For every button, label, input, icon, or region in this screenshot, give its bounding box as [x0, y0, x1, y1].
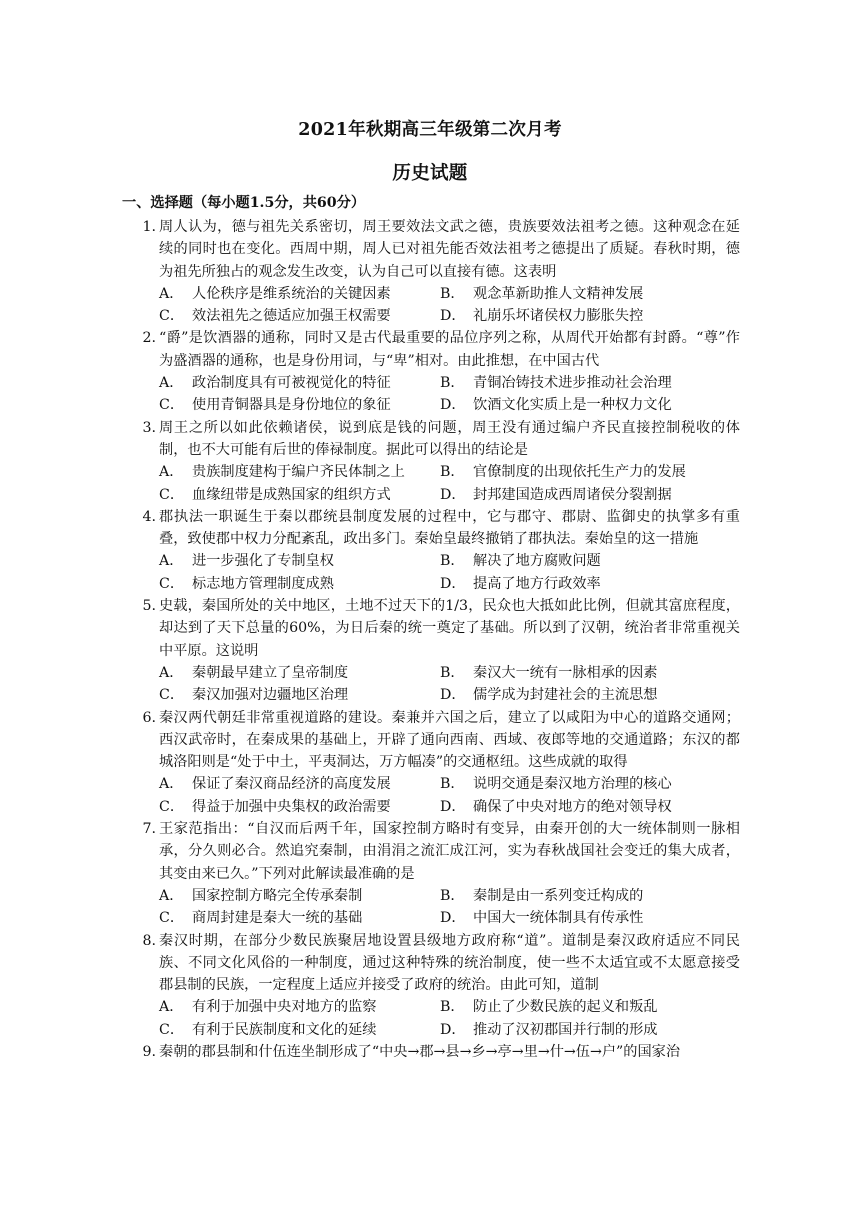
option-row — [120, 394, 740, 416]
question-number: 3. — [142, 419, 156, 436]
answer-option — [159, 684, 440, 706]
option-text: 标志地方管理制度成熟 — [192, 575, 334, 592]
answer-option — [159, 394, 440, 416]
option-text: 解决了地方腐败问题 — [473, 553, 601, 570]
option-text: 人伦秩序是维系统治的关键因素 — [192, 285, 391, 302]
question-item — [120, 506, 740, 595]
question-stem — [120, 930, 740, 997]
answer-option — [440, 372, 721, 394]
option-text: 秦朝最早建立了皇帝制度 — [192, 664, 349, 681]
option-letter: A． — [159, 375, 184, 392]
exam-subject-title: 历史试题 — [392, 163, 468, 184]
option-letter: B． — [440, 285, 465, 302]
answer-option — [159, 550, 440, 572]
question-item — [120, 595, 740, 706]
question-stem — [120, 417, 740, 462]
question-number: 8. — [142, 932, 156, 949]
option-letter: C． — [159, 397, 185, 414]
option-text: 饮酒文化实质上是一种权力文化 — [473, 397, 672, 414]
option-text: 推动了汉初郡国并行制的形成 — [473, 1021, 658, 1038]
option-row — [120, 573, 740, 595]
answer-option — [159, 305, 440, 327]
option-letter: D． — [440, 308, 466, 325]
question-stem — [120, 818, 740, 885]
option-letter: A． — [159, 999, 184, 1016]
option-letter: C． — [159, 1021, 185, 1038]
answer-option — [159, 372, 440, 394]
answer-option — [159, 885, 440, 907]
option-text: 秦汉大一统有一脉相承的因素 — [473, 664, 658, 681]
option-letter: D． — [440, 575, 466, 592]
answer-option — [159, 773, 440, 795]
option-text: 血缘纽带是成熟国家的组织方式 — [192, 486, 391, 503]
option-letter: A． — [159, 776, 184, 793]
question-number: 9. — [142, 1043, 156, 1060]
question-text: 秦朝的郡县制和什伍连坐制形成了“中央→郡→县→乡→亭→里→什→伍→户”的国家治 — [159, 1043, 681, 1060]
answer-option — [440, 394, 721, 416]
option-letter: C． — [159, 308, 185, 325]
option-letter: B． — [440, 776, 465, 793]
answer-option — [440, 796, 721, 818]
option-row — [120, 996, 740, 1018]
option-text: 得益于加强中央集权的政治需要 — [192, 798, 391, 815]
option-letter: A． — [159, 285, 184, 302]
answer-option — [440, 484, 721, 506]
option-letter: B． — [440, 999, 465, 1016]
question-number: 1. — [142, 219, 156, 235]
option-text: 封邦建国造成西周诸侯分裂割据 — [473, 486, 672, 503]
answer-option — [440, 283, 721, 305]
option-letter: D． — [440, 910, 466, 927]
question-item — [120, 417, 740, 506]
answer-option — [159, 796, 440, 818]
option-letter: B． — [440, 664, 465, 681]
question-stem — [120, 707, 740, 774]
option-letter: D． — [440, 798, 466, 815]
option-row — [120, 461, 740, 483]
option-letter: C． — [159, 687, 185, 704]
option-letter: C． — [159, 486, 185, 503]
option-letter: B． — [440, 464, 465, 481]
question-text: 郡执法一职诞生于秦以郡统县制度发展的过程中，它与郡守、郡尉、监御史的执掌多有重叠，致使郡中权力分配紊乱，政出多门。秦始皇最终撤销了郡执法。秦始皇的这一措施 — [159, 508, 740, 548]
option-text: 有利于民族制度和文化的延续 — [192, 1021, 377, 1038]
option-row — [120, 484, 740, 506]
option-letter: C． — [159, 910, 185, 927]
answer-option — [440, 573, 721, 595]
option-text: 观念革新助推人文精神发展 — [473, 285, 644, 302]
question-item — [120, 327, 740, 416]
option-text: 贵族制度建构于编户齐民体制之上 — [192, 464, 405, 481]
option-text: 商周封建是秦大一统的基础 — [192, 910, 363, 927]
option-row — [120, 1019, 740, 1041]
question-number: 2. — [142, 330, 156, 347]
question-stem — [120, 216, 740, 283]
answer-option — [440, 461, 721, 483]
option-text: 儒学成为封建社会的主流思想 — [473, 687, 658, 704]
option-text: 使用青铜器具是身份地位的象征 — [192, 397, 391, 414]
question-stem — [120, 506, 740, 551]
question-text: 秦汉时期，在部分少数民族聚居地设置县级地方政府称“道”。道制是秦汉政府适应不同民族、不同文化风俗的一种制度，通过这种特殊的统治制度，使一些不太适宜或不太愿意接受郡县制的民族，一定程度上适应并接受了政府的统治。由此可知，道制 — [159, 932, 740, 994]
question-number: 5. — [142, 598, 156, 615]
question-item — [120, 930, 740, 1041]
question-stem — [120, 327, 740, 372]
option-row — [120, 550, 740, 572]
question-text: 史载，秦国所处的关中地区，土地不过天下的1/3，民众也大抵如此比例，但就其富庶程度，却达到了天下总量的60%，为日后秦的统一奠定了基础。所以到了汉朝，统治者非常重视关中平原。这说明 — [159, 598, 740, 659]
option-text: 礼崩乐坏诸侯权力膨胀失控 — [473, 308, 644, 325]
question-number: 7. — [142, 821, 156, 838]
option-text: 政治制度具有可被视觉化的特征 — [192, 375, 391, 392]
option-letter: C． — [159, 798, 185, 815]
answer-option — [440, 996, 721, 1018]
answer-option — [159, 907, 440, 929]
option-text: 秦汉加强对边疆地区治理 — [192, 687, 349, 704]
answer-option — [440, 773, 721, 795]
question-item — [120, 818, 740, 929]
question-text: 周人认为，德与祖先关系密切，周王要效法文武之德，贵族要效法祖考之德。这种观念在延续的同时也在变化。西周中期，周人已对祖先能否效法祖考之德提出了质疑。春秋时期，德为祖先所独占的观念发生改变，认为自己可以直接有德。这表明 — [159, 219, 740, 280]
option-row — [120, 283, 740, 305]
question-number: 6. — [142, 709, 156, 726]
option-letter: A． — [159, 553, 184, 570]
option-text: 提高了地方行政效率 — [473, 575, 601, 592]
answer-option — [159, 283, 440, 305]
option-letter: B． — [440, 887, 465, 904]
option-text: 秦制是由一系列变迁构成的 — [473, 887, 644, 904]
option-letter: D． — [440, 687, 466, 704]
option-text: 青铜冶铸技术进步推动社会治理 — [473, 375, 672, 392]
question-stem — [120, 1041, 740, 1063]
option-text: 保证了秦汉商品经济的高度发展 — [192, 776, 391, 793]
answer-option — [159, 484, 440, 506]
answer-option — [440, 684, 721, 706]
answer-option — [159, 662, 440, 684]
question-item — [120, 707, 740, 818]
question-text: 王家范指出：“自汉而后两千年，国家控制方略时有变异，由秦开创的大一统体制则一脉相承，分久则必合。然追究秦制，由涓涓之流汇成江河，实为春秋战国社会变迁的集大成者，其变由来已久。”下列对此解读最准确的是 — [159, 821, 740, 882]
answer-option — [159, 996, 440, 1018]
option-letter: B． — [440, 553, 465, 570]
option-letter: B． — [440, 375, 465, 392]
option-letter: D． — [440, 486, 466, 503]
answer-option — [440, 305, 721, 327]
option-row — [120, 885, 740, 907]
question-list — [120, 216, 740, 1063]
question-text: 周王之所以如此依赖诸侯，说到底是钱的问题，周王没有通过编户齐民直接控制税收的体制，也不大可能有后世的俸禄制度。据此可以得出的结论是 — [159, 419, 740, 458]
answer-option — [440, 550, 721, 572]
option-text: 说明交通是秦汉地方治理的核心 — [473, 776, 672, 793]
answer-option — [159, 573, 440, 595]
option-row — [120, 372, 740, 394]
option-letter: A． — [159, 887, 184, 904]
option-text: 效法祖先之德适应加强王权需要 — [192, 308, 391, 325]
option-letter: A． — [159, 664, 184, 681]
option-text: 有利于加强中央对地方的监察 — [192, 999, 377, 1016]
option-letter: C． — [159, 575, 185, 592]
option-letter: D． — [440, 1021, 466, 1038]
option-row — [120, 796, 740, 818]
question-item — [120, 1041, 740, 1063]
exam-title: 2021年秋期高三年级第二次月考 — [298, 120, 562, 140]
answer-option — [440, 1019, 721, 1041]
option-letter: D． — [440, 397, 466, 414]
answer-option — [440, 907, 721, 929]
answer-option — [159, 461, 440, 483]
option-text: 进一步强化了专制皇权 — [192, 553, 334, 570]
question-number: 4. — [142, 508, 156, 525]
answer-option — [440, 662, 721, 684]
question-stem — [120, 595, 740, 662]
question-text: 秦汉两代朝廷非常重视道路的建设。秦兼并六国之后，建立了以咸阳为中心的道路交通网；西汉武帝时，在秦成果的基础上，开辟了通向西南、西域、夜郎等地的交通道路；东汉的都城洛阳则是“处于中土，平夷洞达，万方幅凑”的交通枢纽。这些成就的取得 — [159, 709, 740, 771]
answer-option — [159, 1019, 440, 1041]
option-row — [120, 684, 740, 706]
option-text: 防止了少数民族的起义和叛乱 — [473, 999, 658, 1016]
option-text: 中国大一统体制具有传承性 — [473, 910, 644, 927]
option-letter: A． — [159, 464, 184, 481]
answer-option — [440, 885, 721, 907]
question-item — [120, 216, 740, 327]
option-row — [120, 662, 740, 684]
option-row — [120, 907, 740, 929]
option-row — [120, 305, 740, 327]
option-row — [120, 773, 740, 795]
option-text: 官僚制度的出现依托生产力的发展 — [473, 464, 686, 481]
option-text: 国家控制方略完全传承秦制 — [192, 887, 363, 904]
option-text: 确保了中央对地方的绝对领导权 — [473, 798, 672, 815]
question-text: “爵”是饮酒器的通称，同时又是古代最重要的品位序列之称，从周代开始都有封爵。“尊”作为盛酒器的通称，也是身份用词，与“卑”相对。由此推想，在中国古代 — [159, 330, 740, 369]
section-heading: 一、选择题（每小题1.5分，共60分） — [122, 195, 366, 211]
